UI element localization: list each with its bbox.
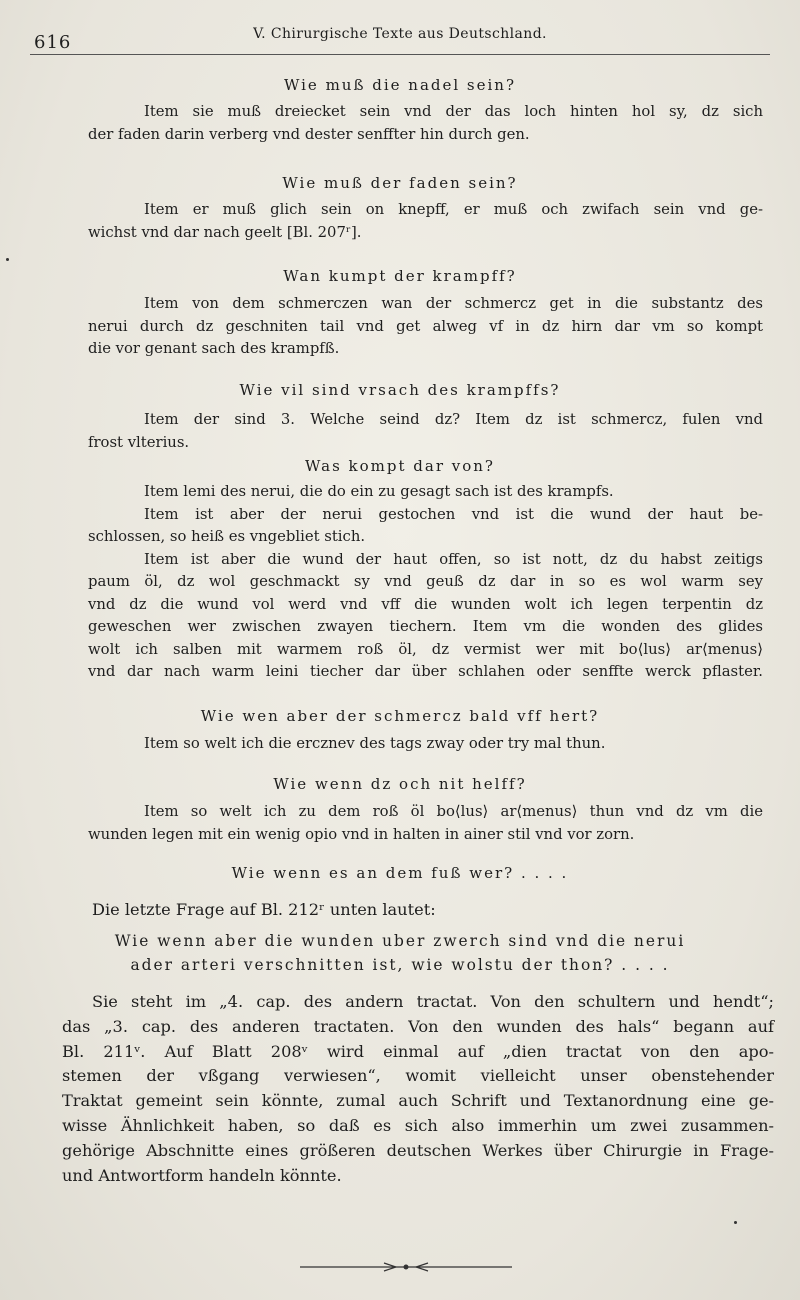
section-question: Wie wen aber der schmercz bald vff hert? [200,707,600,725]
section-paragraph [88,481,763,684]
section-paragraph [88,101,763,146]
text-line: gehörige Abschnitte eines größeren deutschen Werkes über Chirurgie in Frage- [62,1140,774,1160]
text-line: Item der sind 3. Welche seind dz? Item dz ist schmercz, fulen vnd [144,411,763,428]
section-question: Was kompt dar von? [305,457,495,475]
text-line: wolt ich salben mit warmem roß öl, dz vermist wer mit bo⟨lus⟩ ar⟨menus⟩ [88,640,763,658]
text-line: Item sie muß dreiecket sein vnd der das loch hinten hol sy, dz sich [144,103,763,120]
text-line: der faden darin verberg vnd dester senffter hin durch gen. [88,125,530,143]
text-line: Item von dem schmerczen wan der schmercz get in die substantz des [144,295,763,312]
text-line: frost vlterius. [88,433,190,451]
final-question-intro [92,898,800,923]
section-question: Wie muß die nadel sein? [283,76,517,94]
text-line: paum öl, dz wol geschmackt sy vnd geuß dz dar in so es wol warm sey [88,573,763,590]
text-line: vnd dz die wund vol werd vnd vff die wunden wolt ich legen terpentin dz [88,595,763,613]
text-line: Die letzte Frage auf Bl. 212ʳ unten lautet: [92,900,436,919]
paper-speck [6,258,9,261]
text-line: Sie steht im „4. cap. des andern tractat. Von den schultern und hendt“; [92,992,774,1011]
section-question: Wan kumpt der krampff? [283,267,517,285]
text-line: Item ist aber die wund der haut offen, so ist nott, dz du habst zeitigs [144,550,763,568]
text-line: das „3. cap. des anderen tractaten. Von den wunden des hals“ begann auf [62,1016,774,1036]
text-line: nerui durch dz geschniten tail vnd get alweg vf in dz hirn dar vm so kompt [88,317,763,335]
head-rule [30,54,770,55]
text-line: geweschen wer zwischen zwayen tiechern. Item vm die wonden des glides [88,618,763,635]
text-line: Item ist aber der nerui gestochen vnd ist die wund der haut be- [144,505,763,523]
section-paragraph [88,409,763,454]
ornamental-rule [300,1258,512,1276]
running-head [30,22,770,52]
section-question: Wie wenn dz och nit helff? [273,775,527,793]
text-line: wichst vnd dar nach geelt [Bl. 207ʳ]. [88,223,362,241]
text-line: Item er muß glich sein on knepff, er muß och zwifach sein vnd ge- [144,201,763,218]
text-line: stemen der vßgang verwiesen“, womit vielleicht unser obenstehender [62,1066,774,1086]
running-title: V. Chirurgische Texte aus Deutschland. [253,26,547,42]
section-paragraph [88,199,763,244]
text-line: Item so welt ich zu dem roß öl bo⟨lus⟩ ar⟨menus⟩ thun vnd dz vm die [144,803,763,820]
page-number: 616 [34,32,72,53]
text-line: die vor genant sach des krampfß. [88,340,340,357]
text-line: Bl. 211ᵛ. Auf Blatt 208ᵛ wird einmal auf „dien tractat von den apo- [62,1041,774,1061]
text-line: Traktat gemeint sein könnte, zumal auch Schrift und Textanordnung eine ge- [62,1091,774,1111]
text-line: schlossen, so heiß es vngebliet stich. [88,528,366,545]
paper-speck [734,1221,737,1224]
section-paragraph [88,733,763,756]
text-line: vnd dar nach warm leini tiecher dar über schlahen oder senffte werck pflaster. [88,663,763,680]
section-question: Wie vil sind vrsach des krampffs? [239,381,561,399]
section-paragraph [88,293,763,361]
text-line: Item so welt ich die ercznev des tags zway oder try mal thun. [144,735,606,752]
text-line: wunden legen mit ein wenig opio vnd in halten in ainer stil vnd vor zorn. [88,825,635,843]
section-question: Wie muß der faden sein? [282,174,518,192]
final-question-line: Wie wenn aber die wunden uber zwerch sind vnd die nerui [114,932,686,950]
section-question: Wie wenn es an dem fuß wer? . . . . [231,864,569,882]
section-paragraph [88,801,763,846]
closing-paragraph [62,990,774,1188]
text-line: und Antwortform handeln könnte. [62,1165,342,1185]
text-line: wisse Ähnlichkeit haben, so daß es sich also immerhin um zwei zusammen- [62,1115,774,1135]
text-line: Item lemi des nerui, die do ein zu gesagt sach ist des krampfs. [144,483,614,500]
final-question-line: ader arteri verschnitten ist, wie wolstu der thon? . . . . [130,956,670,974]
